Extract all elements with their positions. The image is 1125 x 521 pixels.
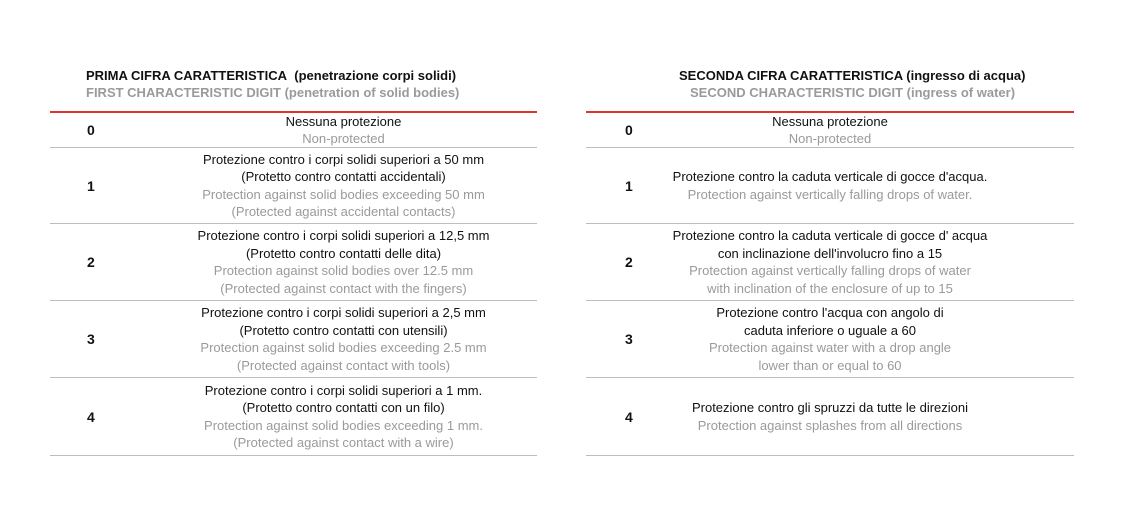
digit-label: 4 [87, 408, 95, 425]
digit-label: 3 [87, 331, 95, 347]
second-digit-title-it [679, 67, 1025, 84]
description-english: lower than or equal to 60 [758, 357, 902, 373]
digit-label: 3 [625, 331, 633, 347]
digit-label: 2 [87, 254, 95, 270]
description-english: Protection against solid bodies exceeding 2.5 mm [200, 340, 487, 355]
table-row [586, 113, 1074, 148]
digit-label: 4 [625, 408, 633, 425]
description-english: Protection against water with a drop angle [708, 340, 952, 355]
table-row [586, 378, 1074, 456]
row-description [150, 301, 537, 377]
description-english: (Protected against contact with the fingers) [220, 280, 467, 296]
description-italian: (Protetto contro contatti delle dita) [245, 245, 442, 261]
description-italian: Protezione contro gli spruzzi da tutte le direzioni [691, 400, 969, 415]
table-row [50, 148, 537, 224]
row-description [150, 378, 537, 455]
description-italian: Protezione contro i corpi solidi superiori a 12,5 mm [197, 228, 490, 243]
description-english: Protection against solid bodies exceeding 1 mm. [204, 417, 483, 433]
description-english: Protection against solid bodies exceeding 50 mm [202, 186, 485, 202]
description-italian: Protezione contro la caduta verticale di gocce d' acqua [672, 228, 988, 243]
table-row [50, 224, 537, 301]
description-italian: Nessuna protezione [285, 113, 402, 129]
row-description [150, 224, 537, 300]
digit-label: 1 [87, 177, 95, 194]
second-title-it-note: (ingresso di acqua) [906, 68, 1026, 83]
table-row [50, 113, 537, 148]
digit-label: 0 [625, 122, 633, 138]
digit-label: 2 [625, 254, 633, 270]
row-description [636, 378, 1024, 455]
description-italian: (Protetto contro contatti con un filo) [242, 400, 445, 415]
first-title-it-note: (penetrazione corpi solidi) [294, 68, 457, 83]
digit-label: 0 [87, 122, 95, 138]
row-description [636, 224, 1024, 300]
description-english: Protection against splashes from all directions [697, 417, 963, 433]
description-italian: Protezione contro la caduta verticale di gocce d'acqua. [672, 169, 988, 184]
description-english: Protection against vertically falling drops of water. [687, 186, 973, 202]
second-title-it-text: SECONDA CIFRA CARATTERISTICA [679, 68, 903, 83]
first-title-it-text: PRIMA CIFRA CARATTERISTICA [86, 68, 288, 83]
description-english: (Protected against contact with tools) [236, 357, 451, 373]
description-italian: (Protetto contro contatti accidentali) [241, 169, 446, 184]
row-description [636, 301, 1024, 377]
description-english: with inclination of the enclosure of up to 15 [707, 280, 953, 296]
description-english: Non-protected [788, 131, 872, 146]
description-english: Protection against vertically falling drops of water [689, 263, 971, 278]
first-digit-header [50, 67, 537, 111]
row-description [150, 148, 537, 223]
description-italian: Protezione contro l'acqua con angolo di [716, 305, 944, 320]
description-english: (Protected against contact with a wire) [233, 435, 454, 450]
table-row [586, 224, 1074, 301]
second-digit-header [586, 67, 1074, 111]
row-description [150, 113, 537, 147]
table-row [50, 378, 537, 456]
description-italian: (Protetto contro contatti con utensili) [239, 322, 448, 338]
first-digit-title-en: FIRST CHARACTERISTIC DIGIT (penetration of solid bodies) [86, 85, 460, 100]
table-row [586, 301, 1074, 378]
second-digit-title-en: SECOND CHARACTERISTIC DIGIT (ingress of water) [690, 85, 1016, 100]
description-italian: Nessuna protezione [772, 113, 888, 129]
row-description [636, 148, 1024, 223]
row-description [636, 113, 1024, 147]
table-row [50, 301, 537, 378]
description-italian: caduta inferiore o uguale a 60 [743, 322, 916, 338]
description-italian: Protezione contro i corpi solidi superiori a 50 mm [202, 151, 485, 167]
digit-label: 1 [625, 177, 633, 194]
description-english: Non-protected [302, 131, 385, 146]
description-italian: con inclinazione dell'involucro fino a 15 [717, 245, 943, 261]
description-english: Protection against solid bodies over 12.5 mm [213, 263, 474, 278]
description-italian: Protezione contro i corpi solidi superiori a 2,5 mm [201, 305, 486, 320]
description-italian: Protezione contro i corpi solidi superiori a 1 mm. [204, 382, 483, 398]
table-row [586, 148, 1074, 224]
description-english: (Protected against accidental contacts) [231, 204, 456, 219]
first-digit-title-it [86, 67, 456, 84]
